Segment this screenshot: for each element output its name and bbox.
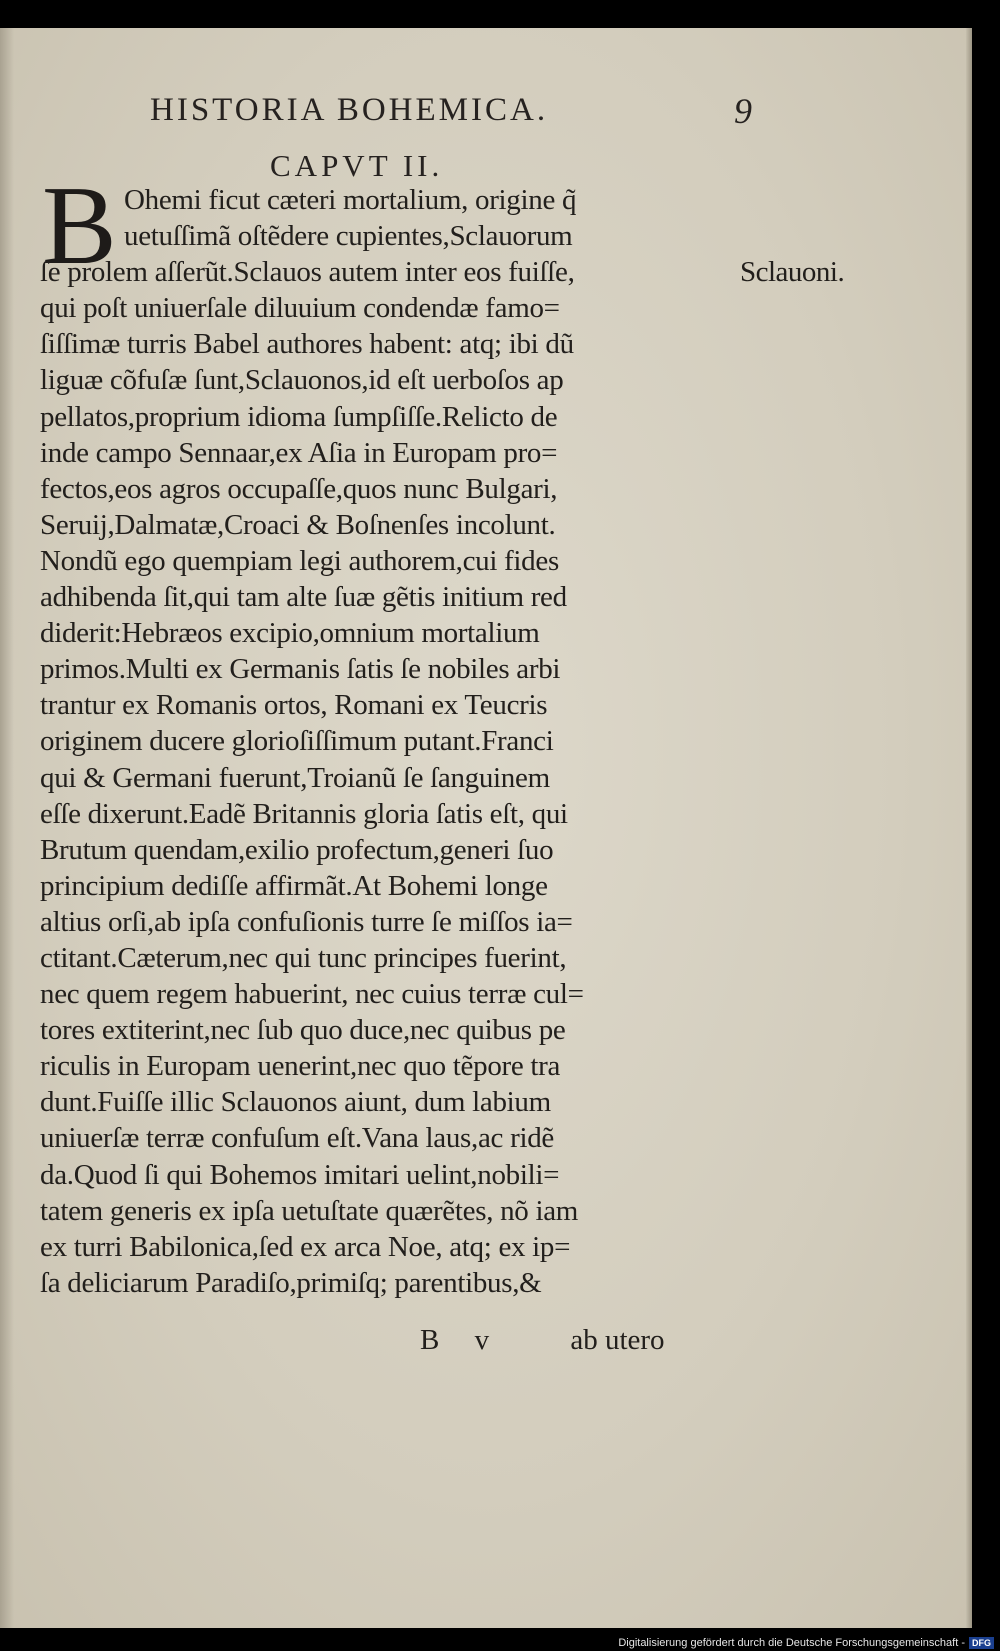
text-line: eſſe dixerunt.Eadẽ Britannis gloria ſatis eſt, qui bbox=[40, 797, 568, 830]
catchword: ab utero bbox=[570, 1324, 665, 1356]
text-line: principium dediſſe affirmãt.At Bohemi longe bbox=[40, 869, 548, 902]
text-line: liguæ cõfuſæ ſunt,Sclauonos,id eſt uerboſos ap bbox=[40, 364, 564, 397]
chapter-title: CAPVT II. bbox=[270, 148, 444, 183]
signature-mark: B v bbox=[420, 1324, 504, 1356]
text-line: ſiſſimæ turris Babel authores habent: atq; ibi dũ bbox=[40, 328, 574, 361]
text-line: Brutum quendam,exilio profectum,generi ſuo bbox=[40, 833, 554, 866]
text-line: Ohemi ficut cæteri mortalium, origine q̃ bbox=[124, 184, 577, 216]
marginal-note: Sclauoni. bbox=[740, 256, 845, 288]
text-line: fectos,eos agros occupaſſe,quos nunc Bulgari, bbox=[40, 472, 558, 505]
text-line: ſe prolem aſſerũt.Sclauos autem inter eos fuiſſe, bbox=[40, 256, 575, 289]
text-line: riculis in Europam uenerint,nec quo tẽpore tra bbox=[40, 1050, 561, 1083]
text-line: originem ducere glorioſiſſimum putant.Franci bbox=[40, 725, 554, 758]
text-line: ctitant.Cæterum,nec qui tunc principes fuerint, bbox=[40, 941, 567, 974]
text-line: tores extiterint,nec ſub quo duce,nec quibus pe bbox=[40, 1014, 566, 1047]
dfg-logo: DFG bbox=[969, 1637, 994, 1649]
text-line: dunt.Fuiſſe illic Sclauonos aiunt, dum labium bbox=[40, 1086, 551, 1119]
credit-text: Digitalisierung gefördert durch die Deutsche Forschungsgemeinschaft - bbox=[618, 1637, 965, 1649]
text-line: uetuſſimã oſtẽdere cupientes,Sclauorum bbox=[124, 220, 573, 253]
text-line: uniuerſæ terræ confuſum eſt.Vana laus,ac ridẽ bbox=[40, 1122, 554, 1155]
gutter-shadow bbox=[0, 28, 14, 1628]
text-line: ex turri Babilonica,ſed ex arca Noe, atq; ex ip= bbox=[40, 1230, 571, 1263]
text-line: trantur ex Romanis ortos, Romani ex Teucris bbox=[40, 689, 548, 722]
text-line: tatem generis ex ipſa uetuſtate quærẽtes, nõ iam bbox=[40, 1194, 579, 1227]
page-edge bbox=[966, 28, 972, 1628]
text-line: primos.Multi ex Germanis ſatis ſe nobiles arbi bbox=[40, 653, 561, 686]
text-line: pellatos,proprium idioma ſumpſiſſe.Relicto de bbox=[40, 400, 558, 433]
text-line: adhibenda ſit,qui tam alte ſuæ gẽtis initium red bbox=[40, 581, 567, 614]
dropcap-initial: B bbox=[42, 164, 117, 288]
digitization-credit bbox=[618, 1637, 994, 1649]
text-line: ſa deliciarum Paradiſo,primiſq; parentibus,& bbox=[40, 1266, 542, 1299]
body-text bbox=[40, 182, 740, 1301]
page-number: 9 bbox=[734, 91, 752, 131]
text-line: diderit:Hebræos excipio,omnium mortalium bbox=[40, 617, 540, 650]
text-line: qui poſt uniuerſale diluuium condendæ famo= bbox=[40, 292, 560, 325]
text-line: Nondũ ego quempiam legi authorem,cui fides bbox=[40, 544, 559, 577]
text-line: nec quem regem habuerint, nec cuius terræ cul= bbox=[40, 978, 584, 1011]
text-line: da.Quod ſi qui Bohemos imitari uelint,nobili= bbox=[40, 1158, 560, 1191]
text-line: inde campo Sennaar,ex Aſia in Europam pro= bbox=[40, 436, 558, 469]
book-page bbox=[0, 28, 972, 1628]
text-line: altius orſi,ab ipſa confuſionis turre ſe miſſos ia= bbox=[40, 905, 573, 938]
text-line: Seruij,Dalmatæ,Croaci & Boſnenſes incolunt. bbox=[40, 508, 556, 541]
signature-catchword-line bbox=[420, 1324, 665, 1357]
running-head: HISTORIA BOHEMICA. bbox=[150, 92, 549, 128]
text-line: qui & Germani fuerunt,Troianũ ſe ſanguinem bbox=[40, 761, 550, 794]
